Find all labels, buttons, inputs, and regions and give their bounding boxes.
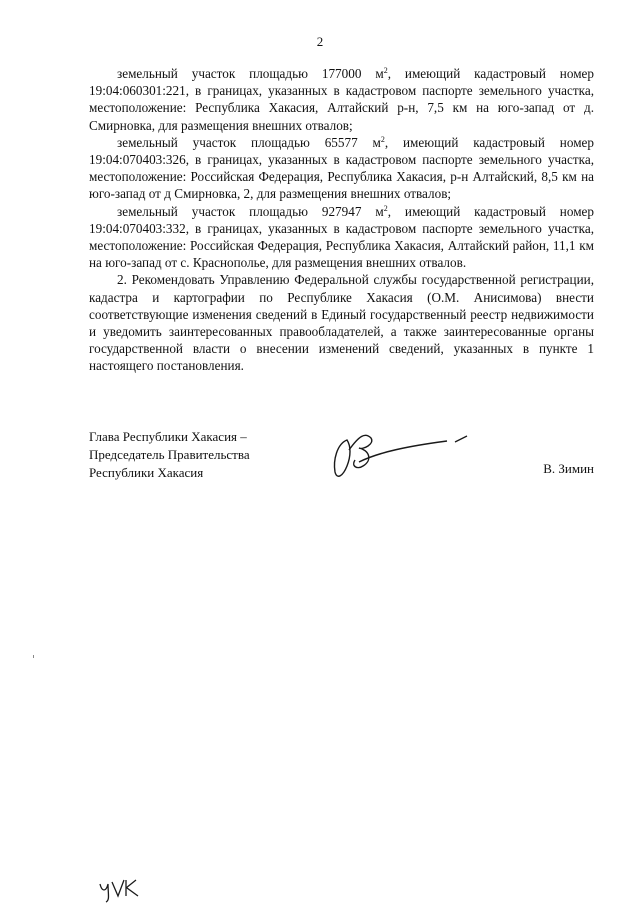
paragraph-land-plot-1	[89, 65, 594, 134]
paragraph-text: , имеющий кадастровый номер 19:04:070403:332, в границах, указанных в кадастровом паспорте земельного участка, местоположение: Российская Федерация, Республика Хакасия, Алтайский район, 11,1 км на юго-запад от с. Краснополье, для размещения внешних отвалов.	[89, 203, 594, 271]
signer-title-line: Республики Хакасия	[89, 465, 204, 480]
page-number: 2	[316, 34, 324, 49]
signer-name: В. Зимин	[543, 461, 594, 476]
document-body	[89, 65, 594, 375]
signature-block	[89, 428, 594, 518]
paragraph-land-plot-3	[89, 203, 594, 272]
handwritten-signature	[329, 410, 489, 500]
paragraph-land-plot-2	[89, 134, 594, 203]
superscript: 2	[383, 203, 388, 213]
signer-title	[89, 428, 250, 482]
superscript: 2	[380, 134, 385, 144]
superscript: 2	[383, 66, 388, 75]
handwritten-initials	[96, 870, 156, 904]
paragraph-text: земельный участок площадью 177000 м	[117, 66, 384, 81]
paragraph-text: земельный участок площадью 65577 м	[117, 134, 381, 150]
paragraph-text: , имеющий кадастровый номер 19:04:070403:326, в границах, указанных в кадастровом паспорте земельного участка, местоположение: Российская Федерация, Республика Хакасия, р-н Алтайский, 8,5 км на юго-запад от д Смирновка, 2, для размещения внешних отвалов;	[89, 134, 594, 202]
signer-title-line: Председатель Правительства	[89, 447, 250, 462]
paragraph-text: земельный участок площадью 927947 м	[117, 203, 384, 219]
paragraph-text: , имеющий кадастровый номер 19:04:060301:221, в границах, указанных в кадастровом паспорте земельного участка, местоположение: Республика Хакасия, Алтайский р-н, 7,5 км на юго-запад от д. Смирновка, для размещения внешних отвалов;	[89, 66, 594, 133]
paragraph-text: 2. Рекомендовать Управлению Федеральной службы государственной регистрации, кадастра и картографии по Республике Хакасия (О.М. Анисимова) внести соответствующие изменения сведений в Единый государственный реестр недвижимости и уведомить заинтересованных правообладателей, а также заинтересованные органы государственной власти о внесении изменений сведений, указанных в пункте 1 настоящего постановления.	[89, 272, 594, 374]
signer-title-line: Глава Республики Хакасия –	[89, 429, 247, 444]
paragraph-recommendation	[89, 271, 594, 374]
scan-mark	[33, 655, 34, 658]
